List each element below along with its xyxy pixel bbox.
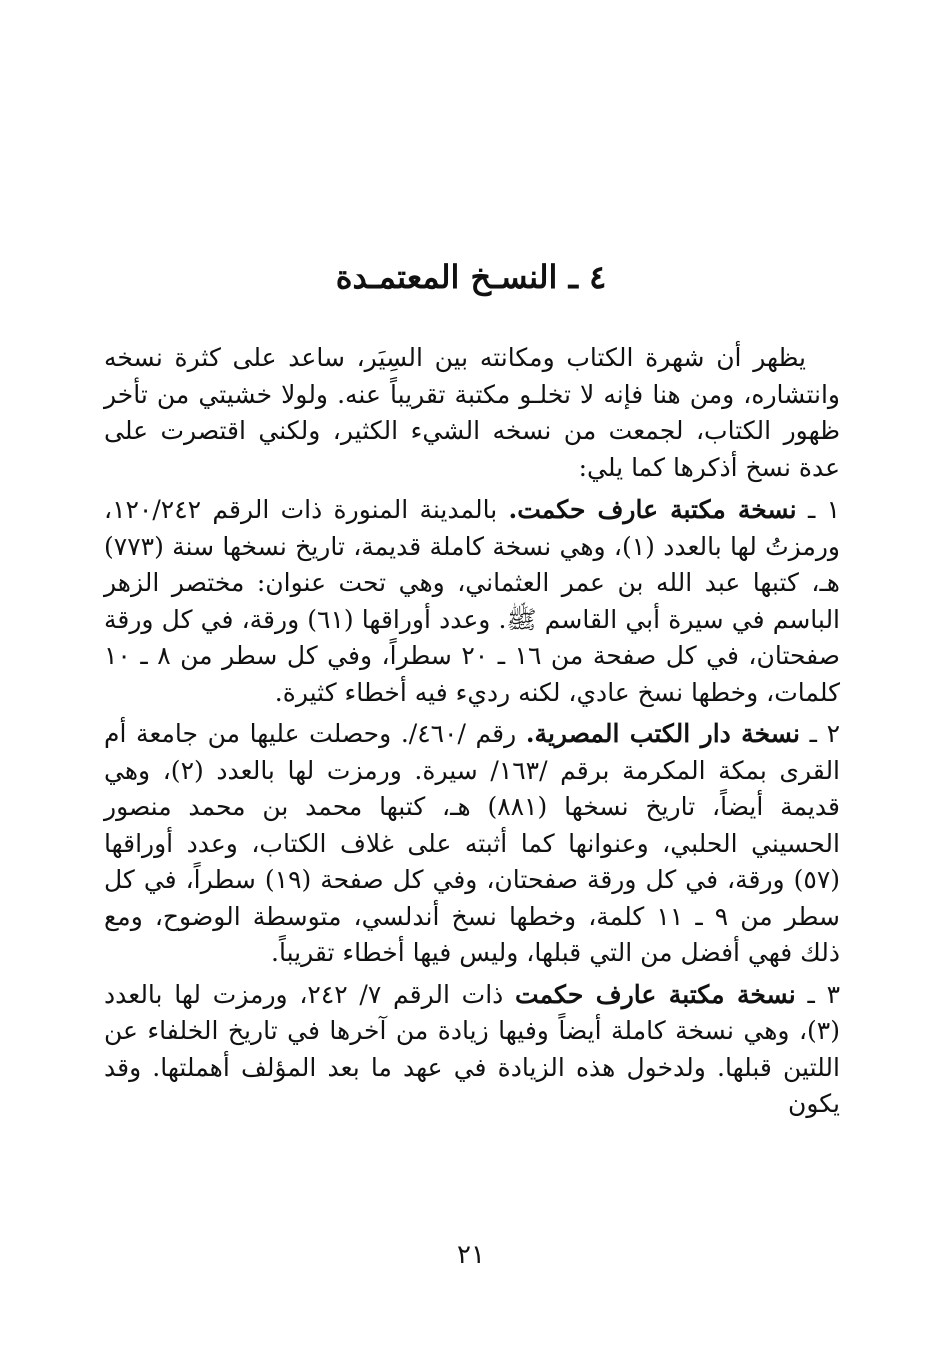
item-text: بالمدينة المنورة ذات الرقم ١٢٠/٢٤٢، ورمزتُ لها بالعدد (١)، وهي نسخة كاملة قديمة، تاريخ نسخها سنة (٧٧٣) هـ، كتبها عبد الله بن عمر العثماني، وهي تحت عنوان: مختصر الزهر الباسم في سيرة أبي القاسم ﷺ. وعدد أوراقها (٦١) ورقة، في كل ورقة صفحتان، في كل صفحة من ١٦ ـ ٢٠ سطراً، وفي كل سطر من ٨ ـ ١٠ كلمات، وخطها نسخ عادي، لكنه رديء فيه أخطاء كثيرة. [104,495,841,707]
item-lead: نسخة مكتبة عارف حكمت [515,979,796,1009]
list-item [104,716,840,972]
item-text: رقم /٤٦٠/. وحصلت عليها من جامعة أم القرى بمكة المكرمة برقم /١٦٣/ سيرة. ورمزت لها بالعدد (٢)، وهي قديمة أيضاً، تاريخ نسخها (٨٨١) هـ، كتبها محمد بن محمد منصور الحسيني الحلبي، وعنوانها كما أثبته على غلاف الكتاب، وعدد أوراقها (٥٧) ورقة، في كل ورقة صفحتان، وفي كل صفحة (١٩) سطراً، في كل سطر من ٩ ـ ١١ كلمة، وخطها نسخ أندلسي، متوسطة الوضوح، ومع ذلك فهي أفضل من التي قبلها، وليس فيها أخطاء تقريباً. [104,719,841,967]
page-body [104,340,840,1128]
item-text: ذات الرقم ٧/ ٢٤٢، ورمزت لها بالعدد (٣)، وهي نسخة كاملة أيضاً وفيها زيادة من آخرها في تاريخ الخلفاء عن اللتين قبلها. ولدخول هذه الزيادة في عهد ما بعد المؤلف أهملتها. وقد يكون [104,979,840,1118]
intro-paragraph: يظهر أن شهرة الكتاب ومكانته بين السِيَر، ساعد على كثرة نسخه وانتشاره، ومن هنا فإنه لا تخلـو مكتبة تقريباً عنه. ولولا خشيتي من تأخر ظهور الكتاب، لجمعت من نسخه الشيء الكثير، ولكني اقتصرت على عدة نسخ أذكرها كما يلي: [104,343,840,482]
page-number: ٢١ [457,1240,485,1270]
item-lead: نسخة دار الكتب المصرية. [525,719,800,748]
item-lead: نسخة مكتبة عارف حكمت. [508,495,797,524]
section-heading: ٤ ـ النسـخ المعتمـدة [335,258,607,296]
list-item [104,977,840,1123]
item-number: ١ ـ [807,495,841,524]
item-number: ٣ ـ [807,979,840,1009]
list-item [104,492,840,711]
item-number: ٢ ـ [809,719,840,748]
